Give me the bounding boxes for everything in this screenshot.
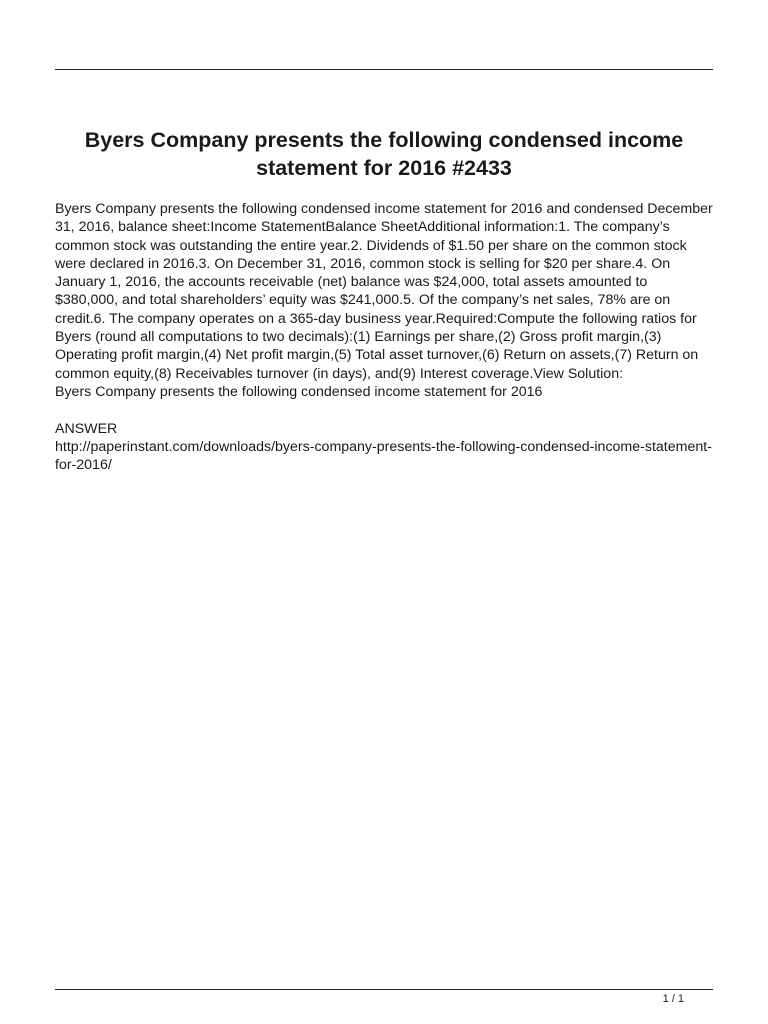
- answer-link[interactable]: http://paperinstant.com/downloads/byers-company-presents-the-following-condensed-income-statement-for-2016/: [55, 438, 712, 474]
- bottom-divider: [55, 989, 713, 990]
- answer-label: ANSWER: [55, 420, 118, 437]
- problem-paragraph: Byers Company presents the following condensed income statement for 2016 and condensed December 31, 2016, balance sheet:Income StatementBalance SheetAdditional information:1. The company’s common stock was outstanding the entire year.2. Dividends of $1.50 per share on the common stock were declared in 2016.3. On December 31, 2016, common stock is selling for $20 per share.4. On January 1, 2016, the accounts receivable (net) balance was $24,000, total assets amounted to $380,000, and total shareholders’ equity was $241,000.5. Of the company’s net sales, 78% are on credit.6. The company operates on a 365-day business year.Required:Compute the following ratios for Byers (round all computations to two decimals):(1) Earnings per share,(2) Gross profit margin,(3) Operating profit margin,(4) Net profit margin,(5) Total asset turnover,(6) Return on assets,(7) Return on common equity,(8) Receivables turnover (in days), and(9) Interest coverage.View Solution:: [55, 201, 713, 382]
- document-body: [55, 200, 713, 474]
- subtitle-line: Byers Company presents the following condensed income statement for 2016: [55, 383, 543, 400]
- top-divider: [55, 69, 713, 70]
- page-number: 1 / 1: [662, 993, 684, 1005]
- document-title: Byers Company presents the following condensed income statement for 2016 #2433: [84, 128, 684, 180]
- paragraph-spacer: [55, 401, 713, 419]
